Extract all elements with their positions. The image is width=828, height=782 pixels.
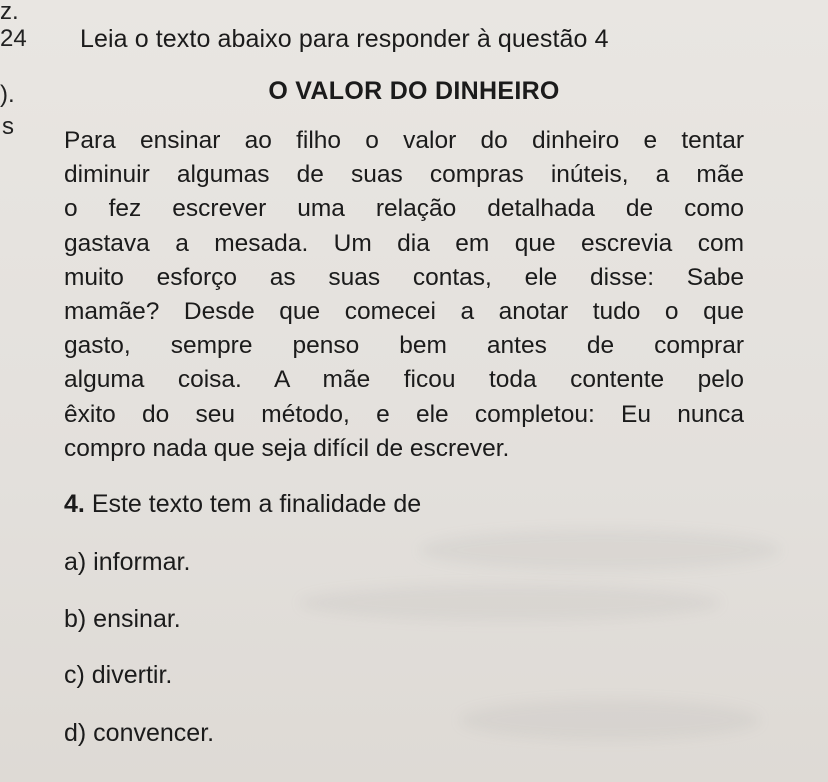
paper-smudge [420, 530, 780, 570]
passage-line: o fez escrever uma relação detalhada de como [64, 195, 744, 223]
passage-line: Para ensinar ao filho o valor do dinheiro e tentar [64, 127, 744, 154]
passage-line: alguma coisa. A mãe ficou toda contente pelo [64, 366, 744, 394]
paper-smudge [460, 700, 760, 740]
passage-line: compro nada que seja difícil de escrever. [64, 434, 510, 462]
instruction-text: Leia o texto abaixo para responder à questão 4 [80, 25, 609, 53]
passage-line: gasto, sempre penso bem antes de comprar [64, 332, 744, 360]
option-c[interactable]: c) divertir. [64, 661, 173, 689]
margin-fragment: ). [0, 81, 15, 108]
passage-line: gastava a mesada. Um dia em que escrevia com [64, 229, 744, 257]
option-a[interactable]: a) informar. [64, 548, 191, 576]
margin-fragment: 24 [0, 25, 27, 52]
question-4 [64, 490, 421, 519]
question-text: Este texto tem a finalidade de [91, 490, 422, 518]
margin-fragment: z. [0, 0, 19, 25]
passage-title: O VALOR DO DINHEIRO [268, 77, 560, 105]
passage-line: diminuir algumas de suas compras inúteis, a mãe [64, 161, 744, 189]
option-b[interactable]: b) ensinar. [64, 605, 181, 633]
paper-smudge [300, 585, 720, 621]
passage-line: muito esforço as suas contas, ele disse: Sabe [64, 263, 744, 291]
margin-fragment: s [2, 113, 14, 140]
option-d[interactable]: d) convencer. [64, 719, 215, 747]
passage-line: mamãe? Desde que comecei a anotar tudo o que [64, 298, 744, 326]
passage-text [64, 124, 744, 466]
question-number: 4. [64, 490, 85, 518]
passage-line: êxito do seu método, e ele completou: Eu nunca [64, 400, 744, 428]
